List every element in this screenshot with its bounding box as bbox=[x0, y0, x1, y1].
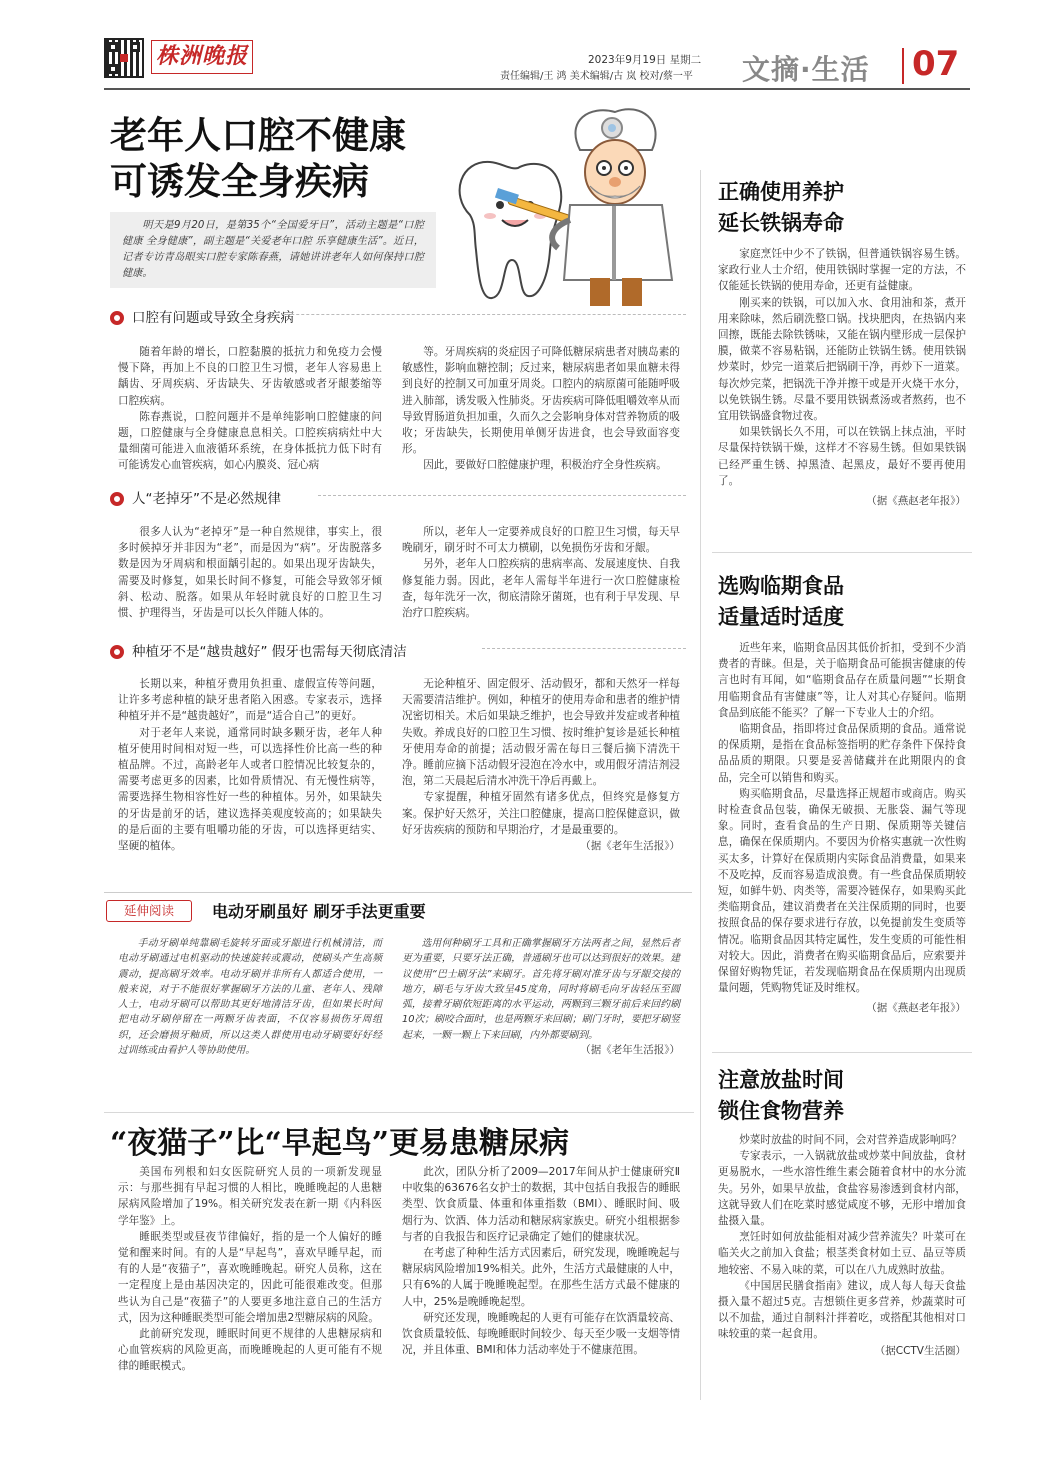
paragraph: 专家表示，一入锅就放盐或炒菜中间放盐，食材更易脱水，一些水溶性维生素会随着食材中的水分流失。另外，如果早放盐，食盐容易渗透到食材内部，这就导致人们在吃菜时感觉咸度不够，无形中增加食盐摄入量。 bbox=[718, 1150, 966, 1228]
main-title bbox=[110, 112, 406, 204]
section-name: 文摘·生活 bbox=[742, 53, 870, 86]
paragraph: 对于老年人来说，通常同时缺多颗牙齿，老年人种植牙使用时间相对短一些，可以选择性价比高一些的种植品牌。不过，高龄老年人或者口腔情况比较复杂的，需要考虑更多的因素，比如骨质情况、有无慢性病等，需要选择生物相容性好一些的种植体。另外，如果缺失的牙齿是前牙的话，建议选择美观度较高的；如果缺失的是后面的主要有咀嚼功能的牙齿，可以选择更结实、坚硬的植体。 bbox=[118, 726, 382, 853]
section-divider bbox=[902, 48, 904, 84]
date-line: 2023年9月19日 星期二 bbox=[588, 54, 702, 66]
sidebar-article-2-title bbox=[718, 570, 844, 632]
section-3-divider bbox=[482, 648, 686, 649]
extended-reading-col1 bbox=[118, 936, 382, 1058]
night-owl-col1 bbox=[118, 1164, 382, 1375]
page-number: 07 bbox=[912, 44, 960, 84]
source-credit: （据《燕赵老年报》） bbox=[866, 1002, 966, 1015]
section-1-col1 bbox=[118, 344, 382, 474]
source-credit: （据CCTV生活圈） bbox=[874, 1344, 966, 1357]
paragraph: 刚买来的铁锅，可以加入水、食用油和茶，煮开用来除味，然后刷洗整口锅。找块肥肉，在热锅内来回擦，既能去除铁锈味，又能在锅内壁形成一层保护膜，做菜不容易粘锅，还能防止铁锅生锈。使用铁锅炒菜时，炒完一道菜后把锅刷干净，再炒下一道菜。每次炒完菜，把锅洗干净并擦干或是开火烧干水分，以免铁锅生锈。尽量不要用铁锅煮汤或者熬药，也不宜用铁锅盛食物过夜。 bbox=[718, 296, 966, 423]
section-1-heading bbox=[110, 306, 294, 326]
paragraph: 《中国居民膳食指南》建议，成人每人每天食盐摄入量不超过5克。吉想锁住更多营养，炒蔬菜时可以不加盐，通过自制料汁拌着吃，或搭配其他相对口味较重的菜一起食用。 bbox=[718, 1279, 966, 1341]
source-credit: （据《燕赵老年报》） bbox=[866, 495, 966, 508]
section-1-divider bbox=[246, 314, 686, 315]
main-divider-v bbox=[700, 170, 701, 1400]
paragraph: 陈春燕说，口腔问题并不是单纯影响口腔健康的问题，口腔健康与全身健康息息相关。口腔疾病病灶中大量细菌可能进入血液循环系统，在身体抵抗力低下时有可能诱发心血管疾病，如心内膜炎、冠心病 bbox=[118, 410, 382, 472]
sidebar-article-2-body bbox=[718, 640, 966, 1017]
paragraph: 家庭烹饪中少不了铁锅，但普通铁锅容易生锈。家政行业人士介绍，使用铁锅时掌握一定的方法，不仅能延长铁锅的使用寿命，还更有益健康。 bbox=[718, 248, 966, 293]
paragraph: 此次，团队分析了2009—2017年间从护士健康研究Ⅱ中收集的63676名女护士的数据，其中包括自我报告的睡眠类型、饮食质量、体重和体重指数（BMI）、睡眠时间、吸烟行为、饮酒、体力活动和糖尿病家族史。研究小组根据参与者的自我报告和医疗记录确定了她们的健康状况。 bbox=[402, 1166, 680, 1243]
night-owl-col2 bbox=[402, 1164, 680, 1358]
paragraph: 等。牙周疾病的炎症因子可降低糖尿病患者对胰岛素的敏感性，影响血糖控制；反过来，糖尿病患者如果血糖未得到良好的控制又可加重牙周炎。口腔内的病原菌可能随呼吸进入肺部，诱发吸入性肺炎。牙齿疾病可降低咀嚼效率从而导致胃肠道负担加重，久而久之会影响身体对营养物质的吸收；牙齿缺失，长期使用单侧牙齿进食，也会导致面容变形。 bbox=[402, 346, 680, 456]
qr-code bbox=[104, 38, 144, 78]
masthead-logo: 株洲晚报 bbox=[151, 40, 253, 74]
section-3-col2 bbox=[402, 676, 680, 854]
lede-text: 明天是9月20日，是第35个“全国爱牙日”，活动主题是“口腔健康 全身健康”，副主题是“关爱老年口腔 乐享健康生活”。近日，记者专访青岛眼实口腔专家陈春燕，请她讲讲老年人如何保持口腔健康。 bbox=[122, 220, 424, 279]
sidebar-article-3-title bbox=[718, 1064, 844, 1126]
paragraph: 近些年来，临期食品因其低价折扣，受到不少消费者的青睐。但是，关于临期食品可能损害健康的传言也时有耳闻，如“临期食品存在质量问题”“长期食用临期食品有害健康”等，让人对其心存疑问。临期食品到底能不能买？了解一下专业人士的介绍。 bbox=[718, 642, 966, 719]
paragraph: 因此，要做好口腔健康护理，积极治疗全身性疾病。 bbox=[423, 459, 667, 472]
paragraph: 很多人认为“老掉牙”是一种自然规律，事实上，很多时候掉牙并非因为“老”，而是因为“病”。牙齿脱落多数是因为牙周病和根面龋引起的。如果出现牙齿缺失，需要及时修复，如果长时间不修复，可能会导致邻牙倾斜、松动、脱落。如果从年轻时就良好的口腔卫生习惯、护理得当，牙齿是可以长久伴随人体的。 bbox=[118, 526, 382, 620]
paragraph: 选用何种刷牙工具和正确掌握刷牙方法两者之间，显然后者更为重要，只要牙法正确，普通刷牙也可以达到很好的效果。建议使用“巴士刷牙法”来刷牙。首先将牙刷对准牙齿与牙龈交接的地方，刷毛与牙齿大致呈45度角，同时将刷毛向牙齿轻压至圆弧，接着牙刷依短距离的水平运动，两颗到三颗牙前后来回约刷10次；刷咬合面时，也是两颗牙来回刷；刷门牙时，要把牙刷竖起来，一颗一颗上下来回刷，内外都要刷到。 bbox=[402, 938, 680, 1041]
paragraph: 长期以来，种植牙费用负担重、虚假宣传等问题，让许多考虑种植的缺牙患者陷入困惑。专家表示，选择种植牙并不是“越贵越好”，而是“适合自己”的更好。 bbox=[118, 678, 382, 723]
sidebar-article-1-body bbox=[718, 246, 966, 509]
sidebar-divider-2 bbox=[712, 1052, 972, 1053]
section-2-col1 bbox=[118, 524, 382, 621]
paragraph: 如果铁锅长久不用，可以在铁锅上抹点油，平时尽量保持铁锅干燥，这样才不容易生锈。但如果铁锅已经严重生锈、掉黑渣、起黑皮，最好不要再使用了。 bbox=[718, 426, 966, 487]
section-2-divider bbox=[318, 495, 686, 496]
title-line: 延长铁锅寿命 bbox=[718, 210, 844, 235]
section-2-heading-text: 人“老掉牙”不是必然规律 bbox=[132, 491, 281, 507]
extended-reading-tag: 延伸阅读 bbox=[106, 900, 192, 922]
main-title-line1: 老年人口腔不健康 bbox=[110, 113, 406, 157]
lede-box bbox=[110, 212, 436, 288]
section-2-col2 bbox=[402, 524, 680, 621]
editors-line: 责任编辑/王 鸿 美术编辑/古 岚 校对/蔡一平 bbox=[500, 71, 693, 82]
paragraph: 在考虑了种种生活方式因素后，研究发现，晚睡晚起与糖尿病风险增加19%相关。此外，生活方式最健康的人中，只有6%的人属于晚睡晚起型。在那些生活方式最不健康的人中，25%是晚睡晚起型。 bbox=[402, 1247, 680, 1308]
title-line: 注意放盐时间 bbox=[718, 1067, 844, 1092]
paragraph: 美国布列根和妇女医院研究人员的一项新发现显示：与那些拥有早起习惯的人相比，晚睡晚起的人患糖尿病风险增加了19%。相关研究发表在新一期《内科医学年鉴》上。 bbox=[118, 1166, 382, 1227]
extended-reading-title: 电动牙刷虽好 刷牙手法更重要 bbox=[212, 902, 426, 921]
title-line: 锁住食物营养 bbox=[718, 1098, 844, 1123]
paragraph: 临期食品，指即将过食品保质期的食品。通常说的保质期，是指在食品标签指明的贮存条件下保持食品品质的期限。只要是妥善储藏并在此期限内的食品，完全可以销售和购买。 bbox=[718, 723, 966, 784]
paragraph: 此前研究发现，睡眠时间更不规律的人患糖尿病和心血管疾病的风险更高，而晚睡晚起的人更可能有不规律的睡眠模式。 bbox=[118, 1328, 382, 1373]
section-3-heading bbox=[110, 640, 407, 660]
source-credit: （据《老年生活报》） bbox=[580, 840, 680, 853]
paragraph: 无论种植牙、固定假牙、活动假牙，都和天然牙一样每天需要清洁维护。例如，种植牙的使用寿命和患者的维护情况密切相关。术后如果缺乏维护，也会导致并发症或者种植失败。养成良好的口腔卫生习惯、按时维护复诊是延长种植牙使用寿命的前提；活动假牙需在每日三餐后摘下清洗干净。睡前应摘下活动假牙浸泡在冷水中，或用假牙清洁剂浸泡，第二天晨起后清水冲洗干净后再戴上。 bbox=[402, 678, 680, 788]
night-owl-rule bbox=[104, 1112, 694, 1113]
dentist-character bbox=[552, 109, 672, 306]
title-line: 选购临期食品 bbox=[718, 573, 844, 598]
section-3-heading-text: 种植牙不是“越贵越好” 假牙也需每天彻底清洁 bbox=[132, 644, 407, 660]
paragraph: 所以，老年人一定要养成良好的口腔卫生习惯，每天早晚刷牙，刷牙时不可太力横刷，以免损伤牙齿和牙龈。 bbox=[402, 526, 680, 555]
title-line: 正确使用养护 bbox=[718, 179, 844, 204]
sidebar-article-3-body bbox=[718, 1132, 966, 1359]
extended-reading-col2 bbox=[402, 936, 680, 1058]
main-title-line2: 可诱发全身疾病 bbox=[110, 159, 369, 203]
dentist-illustration bbox=[440, 100, 690, 310]
paragraph: 手动牙刷单纯靠刷毛旋转牙面或牙龈进行机械清洁，而电动牙刷通过电机驱动的快速旋转或震动，使刷头产生高频震动，提高刷牙效率。电动牙刷并非所有人都适合使用，一般来说，对于不能很好掌握刷牙方法的儿童、老年人、残障人士，电动牙刷可以帮助其更好地清洁牙齿，但如果长时间把电动牙刷停留在一两颗牙齿表面，不仅容易损伤牙周组织，还会磨损牙釉质，所以这类人群使用电动牙刷要好好经过训练或由看护人等协助使用。 bbox=[118, 938, 382, 1057]
paragraph: 烹饪时如何放盐能相对减少营养流失？叶菜可在临关火之前加入食盐；根茎类食材如土豆、晶豆等质地较密、不易入味的菜，可以在八九成熟时放盐。 bbox=[718, 1231, 966, 1276]
paragraph: 购买临期食品，尽量选择正规超市或商店。购买时检查食品包装，确保无破损、无胀袋、漏气等现象。同时，查看食品的生产日期、保质期等关键信息，确保在保质期内。不要因为价格实惠就一次性购买太多，计算好在保质期内实际食品消费量，如果来不及吃掉，反而容易造成浪费。有一些食品保质期较短，如鲜牛奶、肉类等，需要冷链保存，如果购买此类临期食品，建议消费者在关注保质期的同时，也要按照食品的保存要求进行存放，以免提前发生变质等情况。临期食品因其特定属性，发生变质的可能性相对较大。因此，消费者在购买临期食品后，应索要并保留好购物凭证，若发现临期食品在保质期内出现质量问题，凭购物凭证及时维权。 bbox=[718, 787, 966, 995]
sidebar-divider-1 bbox=[712, 552, 972, 553]
tooth-character bbox=[460, 162, 562, 298]
sidebar-article-1-title bbox=[718, 176, 844, 238]
section-3-col1 bbox=[118, 676, 382, 854]
paragraph: 睡眠类型或昼夜节律偏好，指的是一个人偏好的睡觉和醒来时间。有的人是“早起鸟”，喜欢早睡早起，而有的人是“夜猫子”，喜欢晚睡晚起。研究人员称，这在一定程度上是由基因决定的，因此可能很难改变。但那些认为自己是“夜猫子”的人要更多地注意自己的生活方式，因为这种睡眠类型可能会增加患2型糖尿病的风险。 bbox=[118, 1230, 382, 1324]
section-1-col2 bbox=[402, 344, 680, 474]
header-rule bbox=[104, 88, 970, 90]
section-bullet-icon bbox=[110, 492, 124, 506]
section-2-heading bbox=[110, 487, 281, 507]
paragraph: 另外，老年人口腔疾病的患病率高、发展速度快、自我修复能力弱。因此，老年人需每半年进行一次口腔健康检查，每年洗牙一次，彻底清除牙菌斑，也有利于早发现、早治疗口腔疾病。 bbox=[402, 558, 680, 620]
paragraph: 随着年龄的增长，口腔黏膜的抵抗力和免疫力会慢慢下降，再加上不良的口腔卫生习惯，老年人容易患上龋齿、牙周疾病、牙齿缺失、牙齿敏感或者牙龈萎缩等口腔疾病。 bbox=[118, 346, 382, 407]
paragraph: 研究还发现，晚睡晚起的人更有可能存在饮酒量较高、饮食质量较低、每晚睡眠时间较少、每天至少吸一支烟等情况，并且体重、BMI和体力活动率处于不健康范围。 bbox=[402, 1311, 680, 1357]
title-line: 适量适时适度 bbox=[718, 604, 844, 629]
section-bullet-icon bbox=[110, 645, 124, 659]
paragraph: 炒菜时放盐的时间不同，会对营养造成影响吗？ bbox=[739, 1134, 962, 1146]
section-1-heading-text: 口腔有问题或导致全身疾病 bbox=[132, 310, 294, 326]
paragraph: 专家提醒，种植牙固然有诸多优点，但终究是修复方案。保护好天然牙，关注口腔健康，提高口腔保健意识，做好牙齿疾病的预防和早期治疗，才是最重要的。 bbox=[402, 791, 680, 836]
source-credit: （据《老年生活报》） bbox=[580, 1044, 680, 1057]
section-bullet-icon bbox=[110, 311, 124, 325]
night-owl-title: “夜猫子”比“早起鸟”更易患糖尿病 bbox=[110, 1126, 570, 1161]
